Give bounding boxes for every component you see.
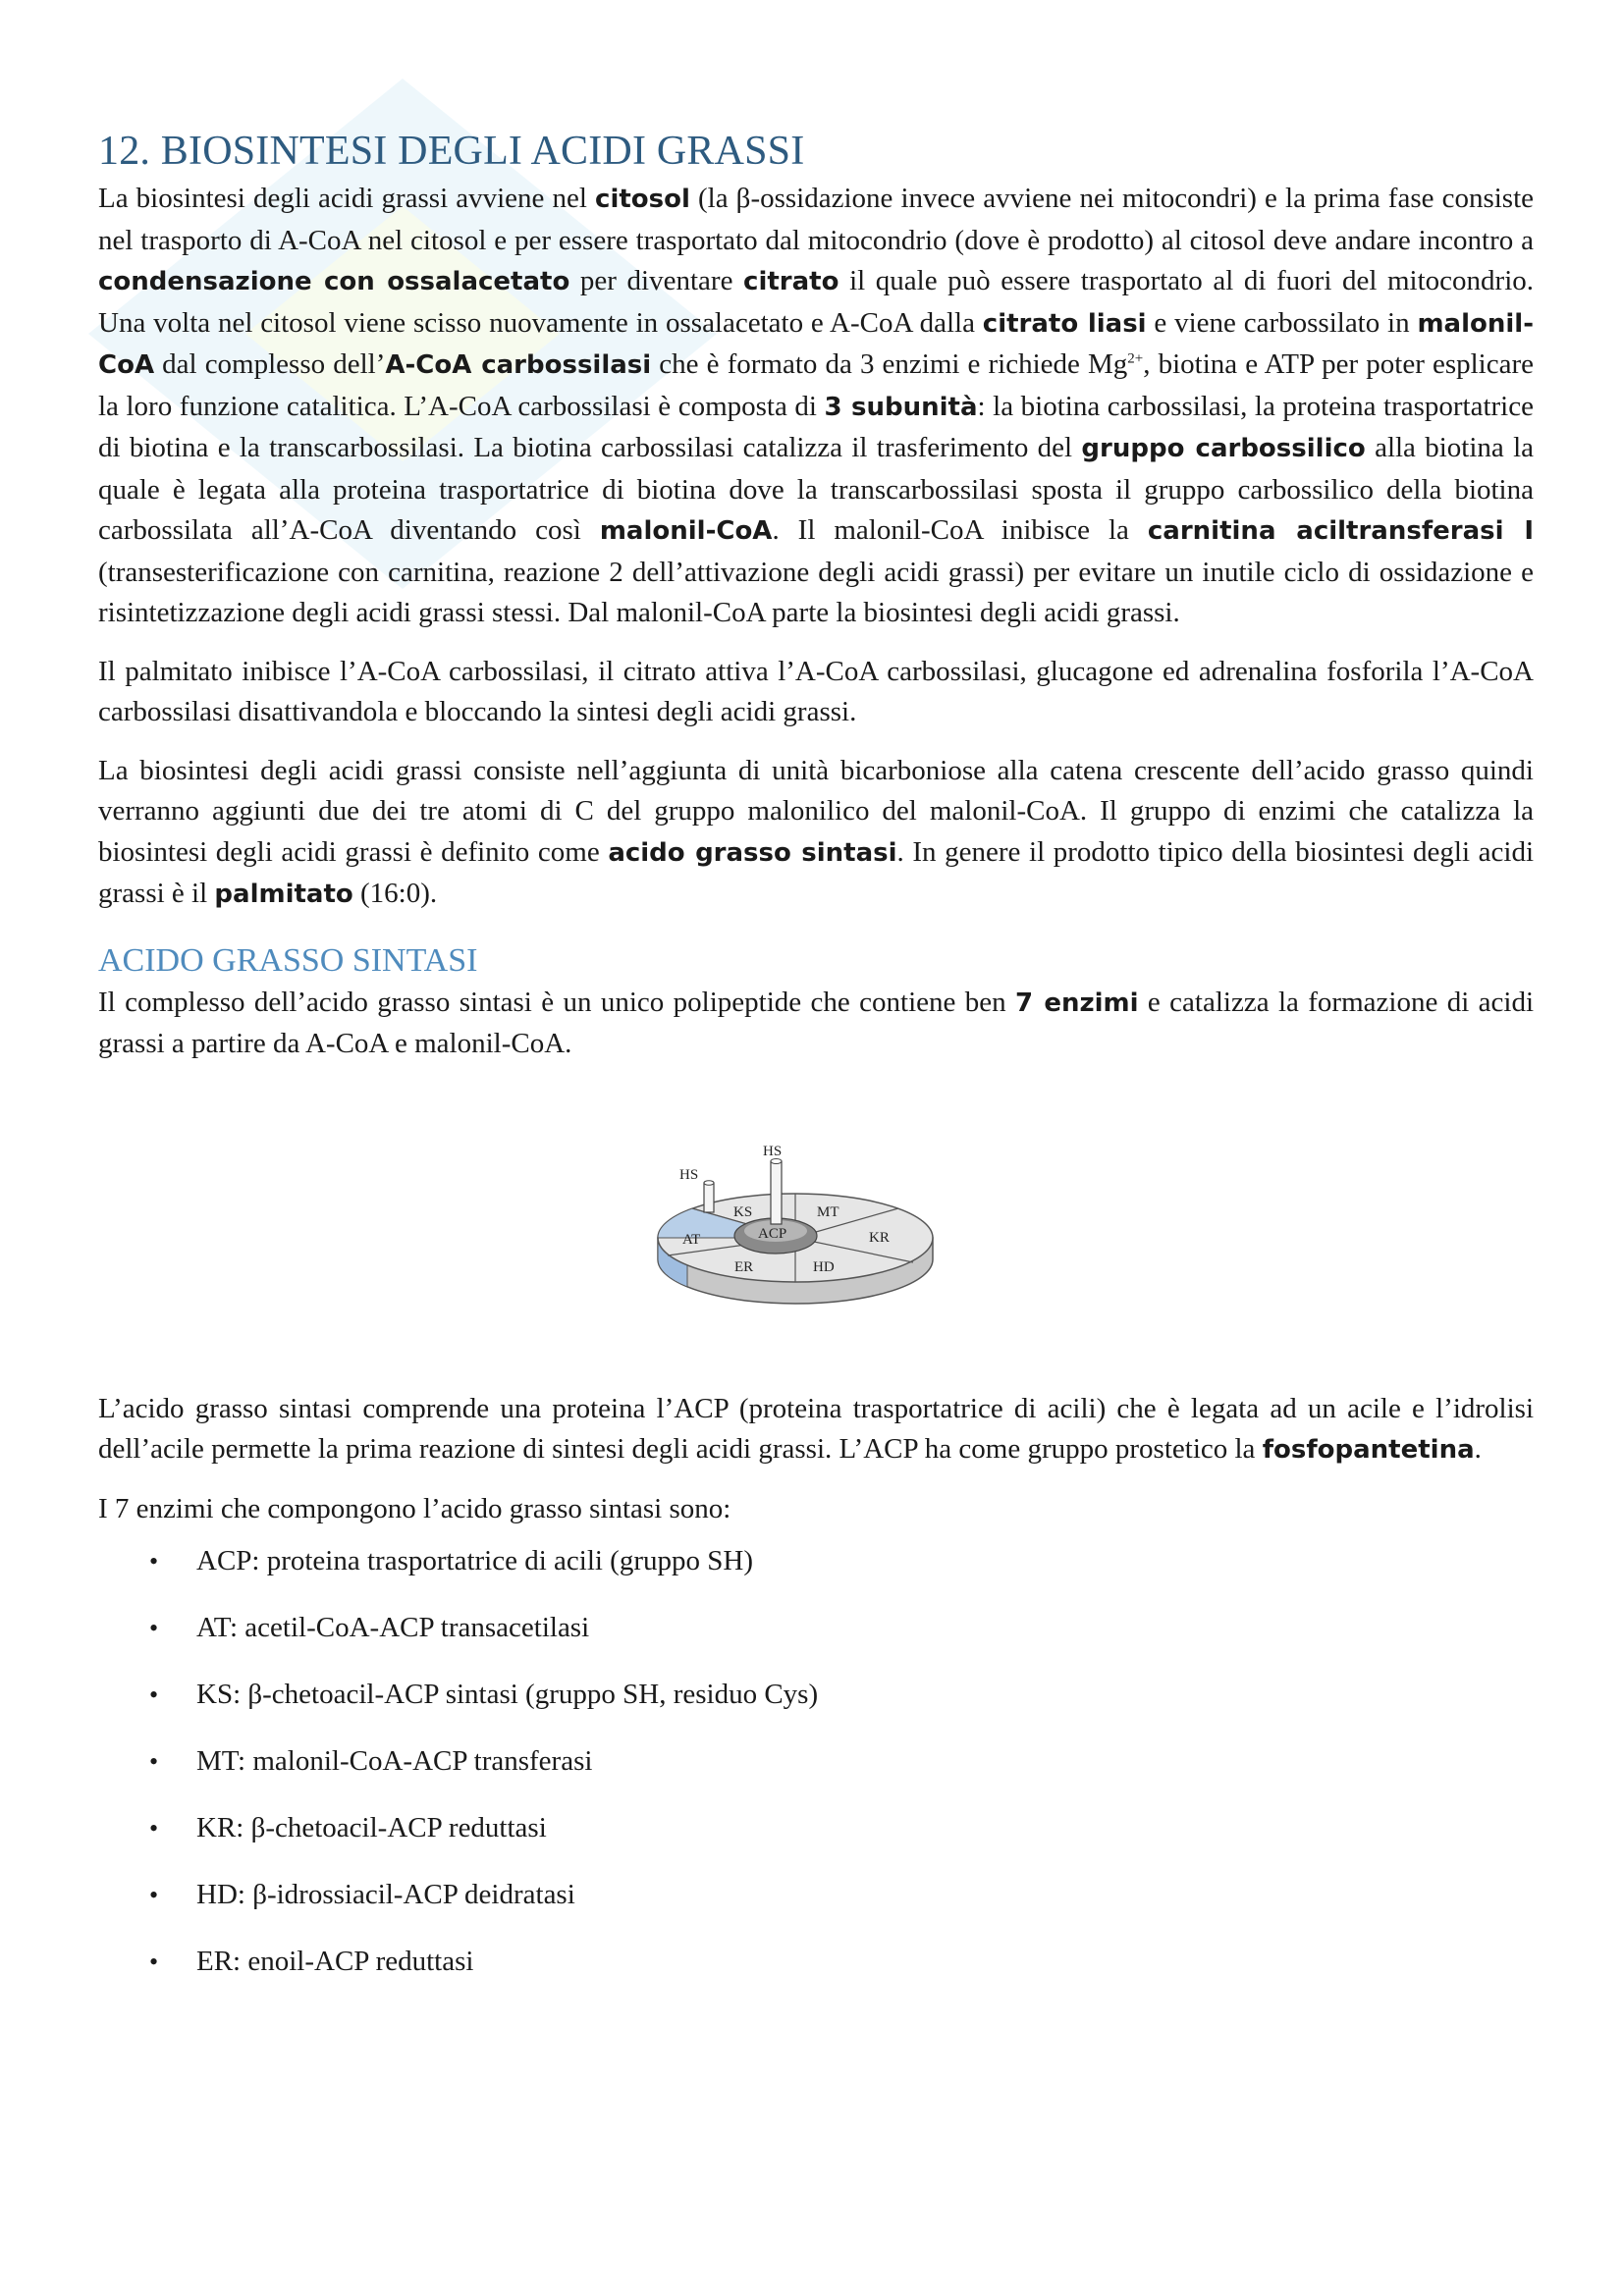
label-mt: MT <box>817 1203 839 1220</box>
list-item: • ER: enoil-ACP reduttasi <box>149 1946 474 1977</box>
enzyme-list <box>98 1541 1534 1982</box>
label-hs-top: HS <box>763 1143 783 1159</box>
paragraph-synthase-definition: La biosintesi degli acidi grassi consiste nell’aggiunta di unità bicarboniose alla catena crescente dell’acido grasso quindi verranno aggiunti due dei tre atomi di C del gruppo malonilico del malonil-CoA. Il gruppo di enzimi che catalizza la biosintesi degli acidi grassi è definito come acido grasso sintasi. In genere il prodotto tipico della biosintesi degli acidi grassi è il palmitato (16:0). <box>98 754 1534 909</box>
paragraph-intro: La biosintesi degli acidi grassi avviene nel citosol (la β-ossidazione invece avviene nei mitocondri) e la prima fase consiste nel trasporto di A-CoA nel citosol e per essere trasportato dal mitocondrio (dove è prodotto) al citosol deve andare incontro a condensazione con ossalacetato per diventare citrato il quale può essere trasportato al di fuori del mitocondrio. Una volta nel citosol viene scisso nuovamente in ossalacetato e A-CoA dalla citrato liasi e viene carbossilato in malonil-CoA dal complesso dell’A-CoA carbossilasi che è formato da 3 enzimi e richiede $Mg^{2+}$, biotina e ATP per poter esplicare la loro funzione catalitica. L’A-CoA carbossilasi è composta di 3 subunità: la biotina carbossilasi, la proteina trasportatrice di biotina e la transcarbossilasi. La biotina carbossilasi catalizza il trasferimento del gruppo carbossilico alla biotina la quale è legata alla proteina trasportatrice di biotina dove la transcarbossilasi sposta il gruppo carbossilico della biotina carbossilata all’A-CoA diventando così malonil-CoA. Il malonil-CoA inibisce la carnitina aciltransferasi I (transesterificazione con carnitina, reazione 2 dell’attivazione degli acidi grassi) per evitare un inutile ciclo di ossidazione e risintetizzazione degli acidi grassi stessi. Dal malonil-CoA parte la biosintesi degli acidi grassi. <box>98 183 1535 628</box>
list-item: • KS: β-chetoacil-ACP sintasi (gruppo SH, residuo Cys) <box>149 1679 819 1710</box>
label-kr: KR <box>869 1229 890 1246</box>
label-ks: KS <box>733 1203 753 1220</box>
paragraph-complex: Il complesso dell’acido grasso sintasi è un unico polipeptide che contiene ben 7 enzimi e catalizza la formazione di acidi grassi a partire da A-CoA e malonil-CoA. <box>98 986 1534 1059</box>
list-item: • KR: β-chetoacil-ACP reduttasi <box>149 1812 547 1843</box>
label-er: ER <box>734 1258 754 1275</box>
label-acp: ACP <box>758 1225 787 1242</box>
paragraph-acp: L’acido grasso sintasi comprende una proteina l’ACP (proteina trasportatrice di acili) che è legata ad un acile e l’idrolisi dell’acile permette la prima reazione di sintesi degli acidi grassi. L’ACP ha come gruppo prostetico la fosfopantetina. <box>98 1392 1534 1465</box>
label-hd: HD <box>813 1258 835 1275</box>
label-at: AT <box>682 1231 701 1248</box>
paragraph-enzyme-intro: I 7 enzimi che compongono l’acido grasso sintasi sono: <box>98 1492 731 1524</box>
list-item: • ACP: proteina trasportatrice di acili (gruppo SH) <box>149 1545 753 1576</box>
document-page <box>98 126 1534 2008</box>
list-item: • AT: acetil-CoA-ACP transacetilasi <box>149 1612 590 1643</box>
section-subtitle: ACIDO GRASSO SINTASI <box>98 941 478 979</box>
synthase-disc-diagram <box>648 1140 943 1326</box>
paragraph-regulation: Il palmitato inibisce l’A-CoA carbossilasi, il citrato attiva l’A-CoA carbossilasi, glucagone ed adrenalina fosforila l’A-CoA carbossilasi disattivandola e bloccando la sintesi degli acidi grassi. <box>98 655 1534 727</box>
list-item: • MT: malonil-CoA-ACP transferasi <box>149 1745 593 1777</box>
label-hs-left: HS <box>679 1166 699 1183</box>
list-item: • HD: β-idrossiacil-ACP deidratasi <box>149 1879 575 1910</box>
fatty-acid-synthase-figure <box>98 1065 1534 1389</box>
page-title: 12. BIOSINTESI DEGLI ACIDI GRASSI <box>98 129 805 174</box>
